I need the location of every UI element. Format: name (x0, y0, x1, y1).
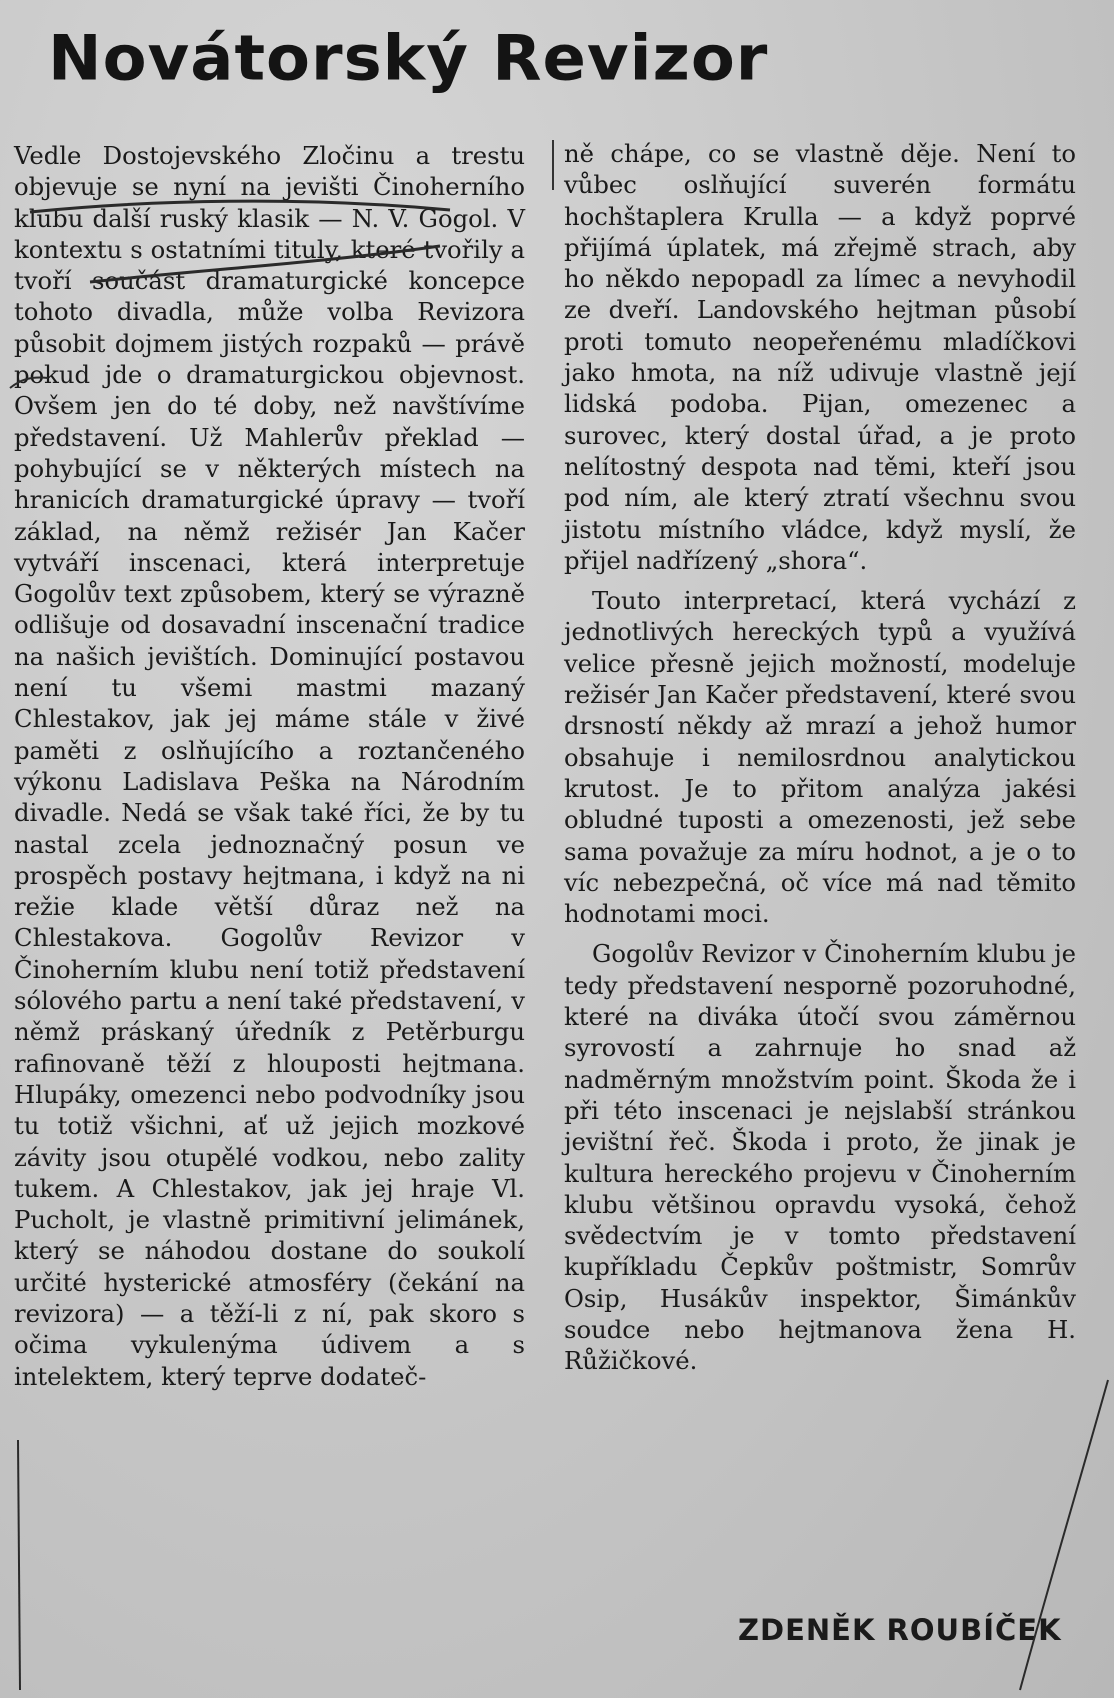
right-column (564, 138, 1076, 1377)
right-paragraph-3: Gogolův Revizor v Činoherním klubu je tedy představení nesporně pozoruhodné, které na diváka útočí svou záměrnou syrovostí a zahrnuje ho snad až nadměrným množstvím point. Škoda že i při této inscenaci je nejslabší stránkou jevištní řeč. Škoda i proto, že jinak je kultura hereckého projevu v Činoherním klubu většinou opravdu vysoká, čehož svědectvím je v tomto představení kupříkladu Čepkův poštmistr, Somrův Osip, Husákův inspektor, Šimánkův soudce nebo hejtmanova žena H. Růžičkové. (564, 939, 1076, 1376)
left-paragraph-1: Vedle Dostojevského Zločinu a trestu objevuje se nyní na jevišti Činoherního klubu další ruský klasik — N. V. Gogol. V kontextu s ostatními tituly, které tvořily a tvoří součást dramaturgické koncepce tohoto divadla, může volba Revizora působit dojmem jistých rozpaků — právě pokud jde o dramaturgickou objevnost. Ovšem jen do té doby, než navštívíme představení. Už Mahlerův překlad — pohybující se v některých místech na hranicích dramaturgické úpravy — tvoří základ, na němž režisér Jan Kačer vytváří inscenaci, která interpretuje Gogolův text způsobem, který se výrazně odlišuje od dosavadní inscenační tradice na našich jevištích. Dominující postavou není tu všemi mastmi mazaný Chlestakov, jak jej máme stále v živé paměti z oslňujícího a roztančeného výkonu Ladislava Peška na Národním divadle. Nedá se však také říci, že by tu nastal zcela jednoznačný posun ve prospěch postavy hejtmana, i když na ni režie klade větší důraz než na Chlestakova. Gogolův Revizor v Činoherním klubu není totiž představení sólového partu a není také představení, v němž práskaný úředník z Petěrburgu rafinovaně těží z hlouposti hejtmana. Hlupáky, omezenci nebo podvodníky jsou tu totiž všichni, ať už jejich mozkové závity jsou otupělé vodkou, nebo zality tukem. A Chlestakov, jak jej hraje Vl. Pucholt, je vlastně primitivní jelimánek, který se náhodou dostane do soukolí určité hysterické atmosféry (čekání na revizora) — a těží-li z ní, pak skoro s očima vykulenýma údivem a s intelektem, který teprve dodateč- (14, 141, 525, 1391)
right-paragraph-2: Touto interpretací, která vychází z jednotlivých hereckých typů a využívá velice přesně jejich možností, modeluje režisér Jan Kačer představení, které svou drsností někdy až mrazí a jehož humor obsahuje i nemilosrdnou analytickou krutost. Je to přitom analýza jakési obludné tuposti a omezenosti, jež sebe sama považuje za míru hodnot, a je o to víc nebezpečná, oč více má nad těmito hodnotami moci. (564, 586, 1076, 929)
author-signature: ZDENĚK ROUBÍČEK (738, 1613, 1062, 1647)
left-column (14, 140, 525, 1392)
right-paragraph-1: ně chápe, co se vlastně děje. Není to vůbec oslňující suverén formátu hochštaplera Krulla — a když poprvé přijímá úplatek, má zřejmě strach, aby ho někdo nepopadl za límec a nevyhodil ze dveří. Landovského hejtman působí proti tomuto neopeřenému mladíčkovi jako hmota, na níž udivuje vlastně její lidská podoba. Pijan, omezenec a surovec, který dostal úřad, a je proto nelítostný despota nad těmi, kteří jsou pod ním, ale který ztratí všechnu svou jistotu místního vládce, když myslí, že přijel nadřízený „shora“. (564, 139, 1076, 575)
column-divider (552, 140, 554, 190)
article-title: Novátorský Revizor (48, 22, 769, 96)
